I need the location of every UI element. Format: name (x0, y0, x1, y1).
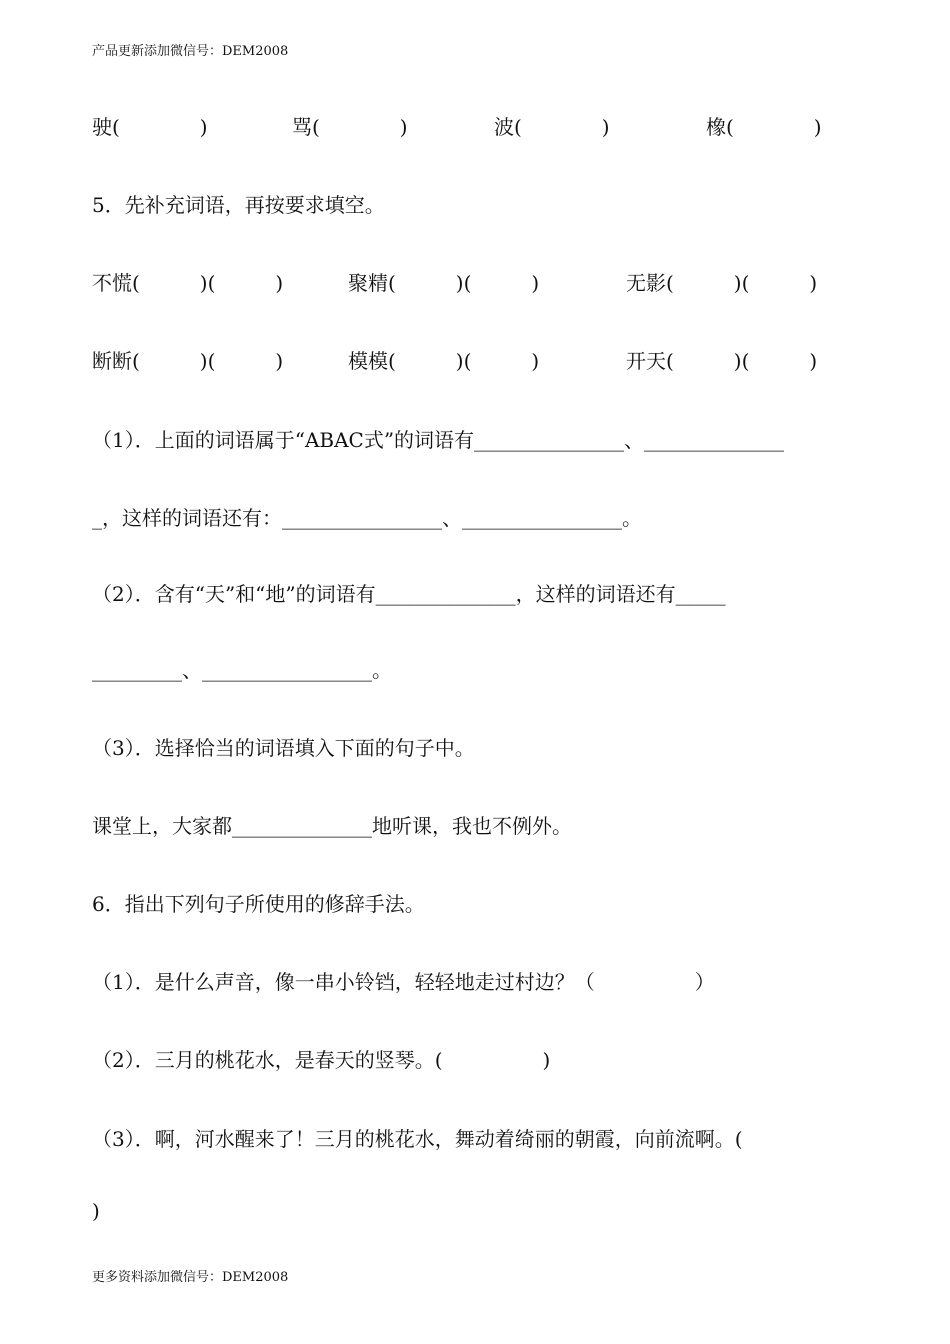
q6-sentence-1: （1）．是什么声音，像一串小铃铛，轻轻地走过村边？（ ） (92, 970, 715, 994)
pinyin-item-3: 波( ) (494, 115, 610, 139)
pinyin-item-1: 驶( ) (92, 115, 208, 139)
q6-sentence-3-line1: （3）．啊，河水醒来了！三月的桃花水，舞动着绮丽的朝霞，向前流啊。( (92, 1127, 743, 1151)
idiom-blank-3: 无影( )( ) (626, 271, 818, 295)
q5-part3-line1: （3）．选择恰当的词语填入下面的句子中。 (92, 736, 475, 760)
idiom-blank-5: 模模( )( ) (348, 349, 540, 373)
pinyin-item-4: 橡( ) (706, 115, 822, 139)
q5-part3-sentence: 课堂上，大家都______________地听课，我也不例外。 (92, 814, 572, 838)
question-5-title: 5．先补充词语，再按要求填空。 (92, 193, 385, 217)
question-6-title: 6．指出下列句子所使用的修辞手法。 (92, 892, 425, 916)
page-header: 产品更新添加微信号：DEM2008 (92, 44, 289, 59)
idiom-blank-6: 开天( )( ) (626, 349, 818, 373)
q6-sentence-3-line2: ) (92, 1199, 100, 1223)
q5-part2-line1: （2）．含有“天”和“地”的词语有______________，这样的词语还有_____ (92, 582, 726, 606)
q6-sentence-2: （2）．三月的桃花水，是春天的竖琴。( ) (92, 1048, 551, 1072)
page-footer: 更多资料添加微信号：DEM2008 (92, 1270, 289, 1285)
q5-part2-line2: _________、_________________。 (92, 658, 392, 682)
idiom-blank-2: 聚精( )( ) (348, 271, 540, 295)
q5-part1-line2: _，这样的词语还有：________________、________________。 (92, 506, 642, 530)
idiom-blank-1: 不慌( )( ) (92, 271, 284, 295)
q5-part1-line1: （1）．上面的词语属于“ABAC式”的词语有_______________、______________ (92, 428, 785, 452)
pinyin-item-2: 骂( ) (292, 115, 408, 139)
idiom-blank-4: 断断( )( ) (92, 349, 284, 373)
